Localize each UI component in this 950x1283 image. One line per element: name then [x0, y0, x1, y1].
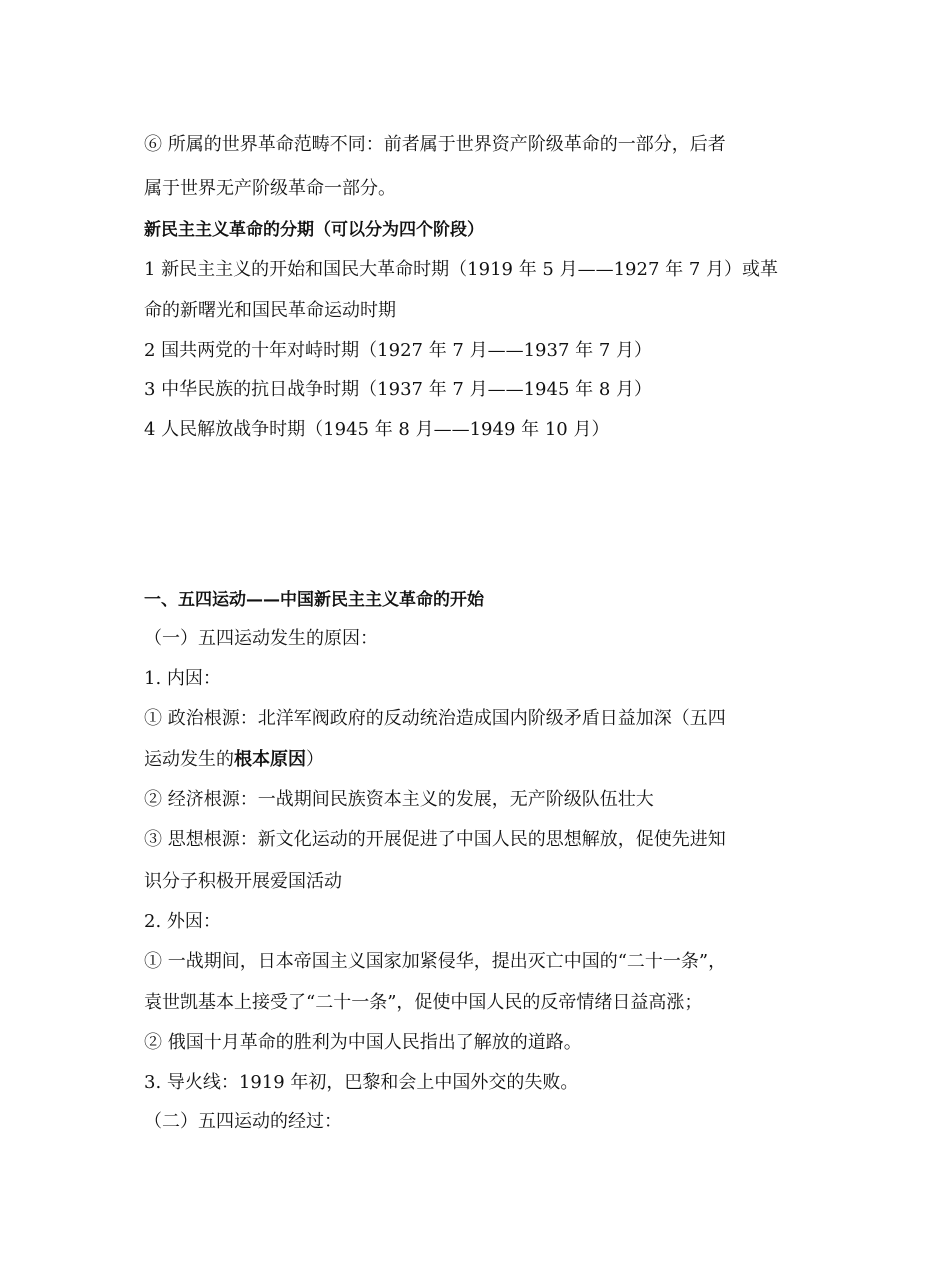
- text-segment: ）: [306, 749, 324, 770]
- text-line: [144, 748, 824, 772]
- chapter-heading: 一、五四运动——中国新民主主义革命的开始: [144, 590, 484, 610]
- text-line: 命的新曙光和国民革命运动时期: [144, 300, 396, 321]
- emphasis-text: 根本原因: [234, 749, 306, 770]
- text-line: ⑥ 所属的世界革命范畴不同：前者属于世界资产阶级革命的一部分，后者: [144, 134, 726, 155]
- text-line: ③ 思想根源：新文化运动的开展促进了中国人民的思想解放，促使先进知: [144, 829, 726, 850]
- text-line: ① 政治根源：北洋军阀政府的反动统治造成国内阶级矛盾日益加深（五四: [144, 708, 726, 729]
- text-line: （二）五四运动的经过：: [144, 1111, 342, 1132]
- text-line: 识分子积极开展爱国活动: [144, 871, 342, 892]
- text-line: 属于世界无产阶级革命一部分。: [144, 178, 396, 199]
- text-line: 袁世凯基本上接受了“二十一条”，促使中国人民的反帝情绪日益高涨；: [144, 992, 703, 1013]
- text-line: 1. 内因：: [144, 668, 221, 689]
- text-line: 4 人民解放战争时期（1945 年 8 月——1949 年 10 月）: [144, 419, 610, 440]
- text-line: 3 中华民族的抗日战争时期（1937 年 7 月——1945 年 8 月）: [144, 379, 653, 400]
- text-line: 3. 导火线：1919 年初，巴黎和会上中国外交的失败。: [144, 1072, 579, 1093]
- text-line: 2. 外因：: [144, 911, 221, 932]
- text-line: （一）五四运动发生的原因：: [144, 628, 378, 649]
- text-line: 2 国共两党的十年对峙时期（1927 年 7 月——1937 年 7 月）: [144, 340, 653, 361]
- text-line: ② 经济根源：一战期间民族资本主义的发展，无产阶级队伍壮大: [144, 789, 654, 810]
- section-heading: 新民主主义革命的分期（可以分为四个阶段）: [144, 220, 484, 240]
- text-line: 1 新民主主义的开始和国民大革命时期（1919 年 5 月——1927 年 7 月）或革: [144, 259, 779, 280]
- text-segment: 运动发生的: [144, 749, 234, 770]
- text-line: ① 一战期间，日本帝国主义国家加紧侵华，提出灭亡中国的“二十一条”，: [144, 951, 727, 972]
- text-line: ② 俄国十月革命的胜利为中国人民指出了解放的道路。: [144, 1032, 582, 1053]
